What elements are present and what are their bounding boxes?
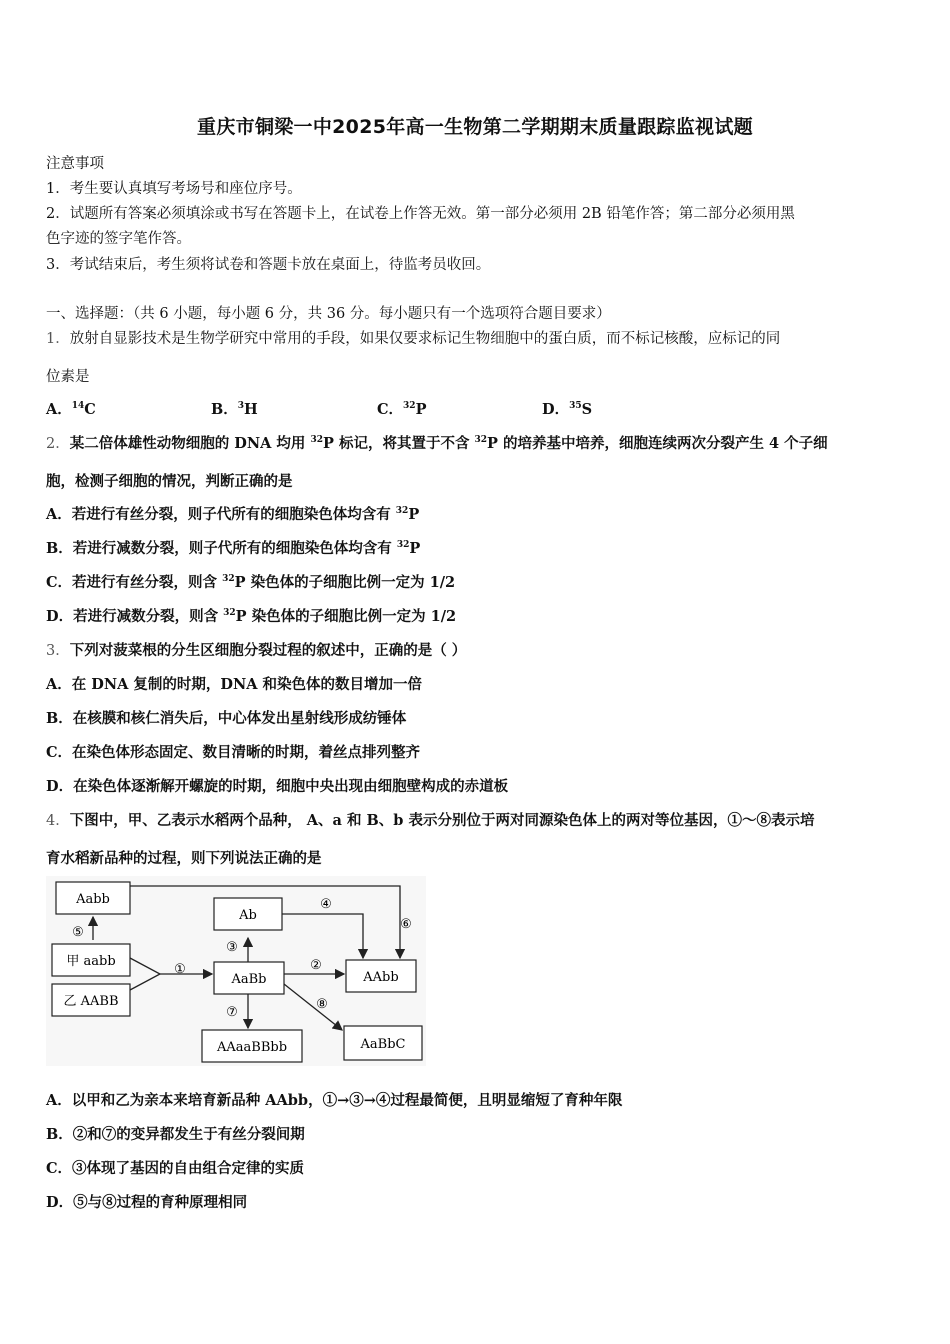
question-4-stem-line-1: 4．下图中，甲、乙表示水稻两个品种， A、a 和 B、b 表示分别位于两对同源染色体上的两对等位基因，①～⑧表示培 (46, 812, 815, 829)
box-ab-label: Ab (239, 908, 257, 923)
step-8-marker: ⑧ (316, 997, 328, 1012)
question-4-stem-line-2: 育水稻新品种的过程，则下列说法正确的是 (46, 850, 322, 867)
question-3-option-d[interactable]: D．在染色体逐渐解开螺旋的时期，细胞中央出现由细胞壁构成的赤道板 (46, 778, 509, 795)
box-aabb-top-label: Aabb (76, 892, 110, 907)
box-yi-label: 乙 AABB (63, 994, 119, 1009)
step-3-marker: ③ (226, 940, 238, 955)
question-1-option-d[interactable]: D．$^{35}$S (542, 401, 593, 418)
question-4-number: 4． (46, 813, 70, 829)
section-heading: 一、选择题：（共 6 小题，每小题 6 分，共 36 分。每小题只有一个选项符合题目要求） (46, 306, 611, 322)
step-2-marker: ② (310, 958, 322, 973)
step-6-marker: ⑥ (400, 917, 412, 932)
question-1-number: 1． (46, 331, 70, 347)
step-4-marker: ④ (320, 897, 332, 912)
question-1-option-a[interactable]: A．$^{14}$C (46, 401, 96, 418)
question-2-option-b[interactable]: B．若进行减数分裂，则子代所有的细胞染色体均含有 $^{32}$P (46, 540, 421, 557)
question-3-stem: 3．下列对菠菜根的分生区细胞分裂过程的叙述中，正确的是（ ） (46, 642, 467, 659)
question-4-option-c[interactable]: C．③体现了基因的自由组合定律的实质 (46, 1160, 305, 1177)
box-tetraploid-label: AAaaBBbb (216, 1040, 288, 1055)
box-aabb-center-label: AaBb (231, 972, 267, 987)
box-aabb-target-label: AAbb (363, 970, 399, 985)
question-2-stem-line-1: 2．某二倍体雄性动物细胞的 DNA 均用 $^{32}$P 标记，将其置于不含 $^{32}$P 的培养基中培养，细胞连续两次分裂产生 4 个子细 (46, 435, 828, 452)
question-2-option-c[interactable]: C．若进行有丝分裂，则含 $^{32}$P 染色体的子细胞比例一定为 1/2 (46, 574, 456, 591)
question-4-option-b[interactable]: B．②和⑦的变异都发生于有丝分裂间期 (46, 1126, 305, 1143)
question-2-number: 2． (46, 436, 70, 452)
question-2-stem-line-2: 胞，检测子细胞的情况，判断正确的是 (46, 473, 293, 490)
question-3-option-b[interactable]: B．在核膜和核仁消失后，中心体发出星射线形成纺锤体 (46, 710, 407, 727)
box-jia-label: 甲 aabb (66, 954, 116, 969)
question-3-number: 3． (46, 643, 70, 659)
question-1-option-b[interactable]: B．$^3$H (211, 401, 258, 418)
breeding-diagram (46, 876, 426, 1066)
step-7-marker: ⑦ (226, 1005, 238, 1020)
question-1-option-c[interactable]: C．$^{32}$P (377, 401, 427, 418)
question-1-text: 放射自显影技术是生物学研究中常用的手段，如果仅要求标记生物细胞中的蛋白质，而不标记核酸，应标记的同 (69, 331, 781, 347)
notice-item-1: 1．考生要认真填写考场号和座位序号。 (46, 181, 302, 197)
question-3-option-c[interactable]: C．在染色体形态固定、数目清晰的时期，着丝点排列整齐 (46, 744, 421, 761)
page-title: 重庆市铜梁一中2025年高一生物第二学期期末质量跟踪监视试题 (197, 116, 753, 138)
question-2-option-d[interactable]: D．若进行减数分裂，则含 $^{32}$P 染色体的子细胞比例一定为 1/2 (46, 608, 457, 625)
notice-item-2-line-2: 色字迹的签字笔作答。 (46, 231, 191, 247)
question-4-option-a[interactable]: A．以甲和乙为亲本来培育新品种 AAbb，①→③→④过程最简便，且明显缩短了育种年限 (46, 1092, 623, 1109)
question-2-option-a[interactable]: A．若进行有丝分裂，则子代所有的细胞染色体均含有 $^{32}$P (46, 506, 420, 523)
notice-heading: 注意事项 (46, 156, 104, 172)
question-1-stem-line-1 (46, 327, 780, 348)
question-3-option-a[interactable]: A．在 DNA 复制的时期，DNA 和染色体的数目增加一倍 (46, 676, 423, 693)
box-aabbc-label: AaBbC (360, 1037, 406, 1052)
notice-item-2-line-1: 2．试题所有答案必须填涂或书写在答题卡上，在试卷上作答无效。第一部分必须用 2B 铅笔作答；第二部分必须用黑 (46, 206, 795, 222)
step-5-marker: ⑤ (72, 925, 84, 940)
step-1-marker: ① (174, 962, 186, 977)
question-1-stem-line-2: 位素是 (46, 369, 90, 385)
question-4-option-d[interactable]: D．⑤与⑧过程的育种原理相同 (46, 1194, 248, 1211)
notice-item-3: 3．考试结束后，考生须将试卷和答题卡放在桌面上，待监考员收回。 (46, 257, 491, 273)
